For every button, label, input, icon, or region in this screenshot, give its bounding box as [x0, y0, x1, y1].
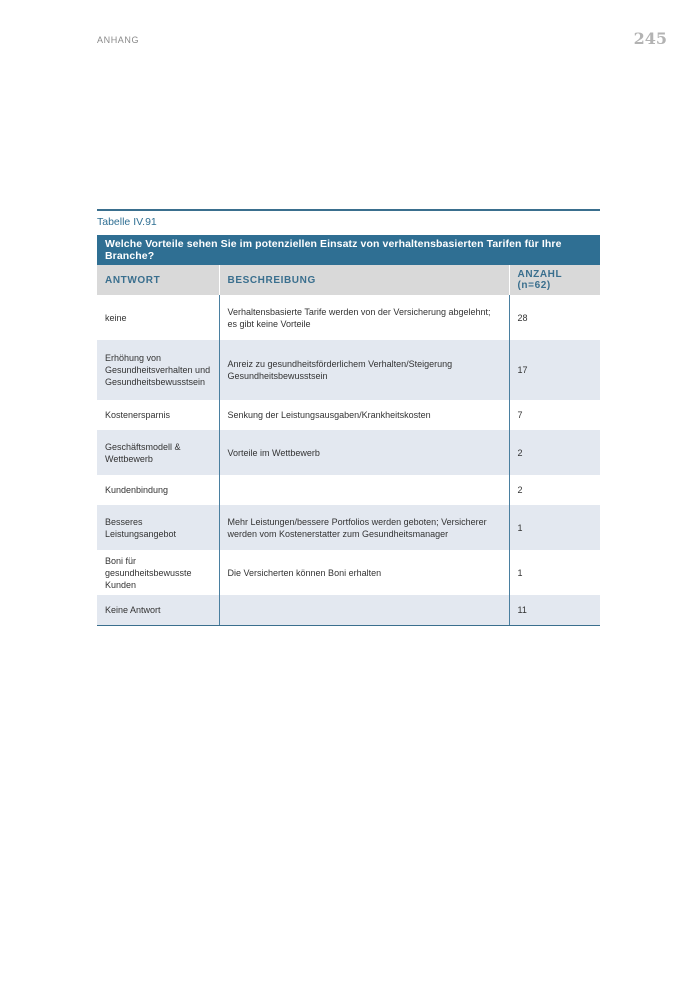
table-row	[97, 295, 600, 340]
count-cell: 17	[509, 340, 600, 400]
description-cell: Die Versicherten können Boni erhalten	[219, 550, 509, 595]
answer-cell: Kundenbindung	[97, 475, 219, 505]
answer-cell: Keine Antwort	[97, 595, 219, 625]
answer-cell: Kostenersparnis	[97, 400, 219, 430]
table-row	[97, 400, 600, 430]
answer-cell: Geschäftsmodell & Wettbewerb	[97, 430, 219, 475]
column-header-row	[97, 265, 600, 295]
column-header-answer: ANTWORT	[97, 265, 219, 295]
column-header-count: ANZAHL (n=62)	[509, 265, 600, 295]
answer-cell: Erhöhung von Gesundheitsverhalten und Gesundheitsbewusstsein	[97, 340, 219, 400]
description-cell	[219, 475, 509, 505]
table-row	[97, 595, 600, 625]
description-cell	[219, 595, 509, 625]
table-row	[97, 475, 600, 505]
table-row	[97, 550, 600, 595]
count-cell: 1	[509, 505, 600, 550]
description-cell: Vorteile im Wettbewerb	[219, 430, 509, 475]
description-cell: Verhaltensbasierte Tarife werden von der Versicherung abgelehnt; es gibt keine Vorteile	[219, 295, 509, 340]
count-cell: 28	[509, 295, 600, 340]
running-head: ANHANG	[97, 35, 140, 45]
description-cell: Anreiz zu gesundheitsförderlichem Verhalten/Steigerung Gesundheitsbewusstsein	[219, 340, 509, 400]
count-cell: 11	[509, 595, 600, 625]
count-cell: 7	[509, 400, 600, 430]
count-cell: 1	[509, 550, 600, 595]
question-row	[97, 235, 600, 265]
count-cell: 2	[509, 475, 600, 505]
count-cell: 2	[509, 430, 600, 475]
table-caption: Tabelle IV.91	[97, 216, 157, 228]
answer-cell: keine	[97, 295, 219, 340]
answer-cell: Besseres Leistungsangebot	[97, 505, 219, 550]
description-cell: Senkung der Leistungsausgaben/Krankheitskosten	[219, 400, 509, 430]
table-question: Welche Vorteile sehen Sie im potenziellen Einsatz von verhaltensbasierten Tarifen für Ihre Branche?	[97, 235, 600, 265]
page-number: 245	[633, 29, 667, 48]
description-cell: Mehr Leistungen/bessere Portfolios werden geboten; Versicherer werden vom Kostenerstatter zum Gesundheitsmanager	[219, 505, 509, 550]
column-header-description: BESCHREIBUNG	[219, 265, 509, 295]
table-container	[97, 209, 600, 626]
survey-table	[97, 235, 600, 626]
answer-cell: Boni für gesundheitsbewusste Kunden	[97, 550, 219, 595]
table-row	[97, 340, 600, 400]
table-row	[97, 505, 600, 550]
table-row	[97, 430, 600, 475]
